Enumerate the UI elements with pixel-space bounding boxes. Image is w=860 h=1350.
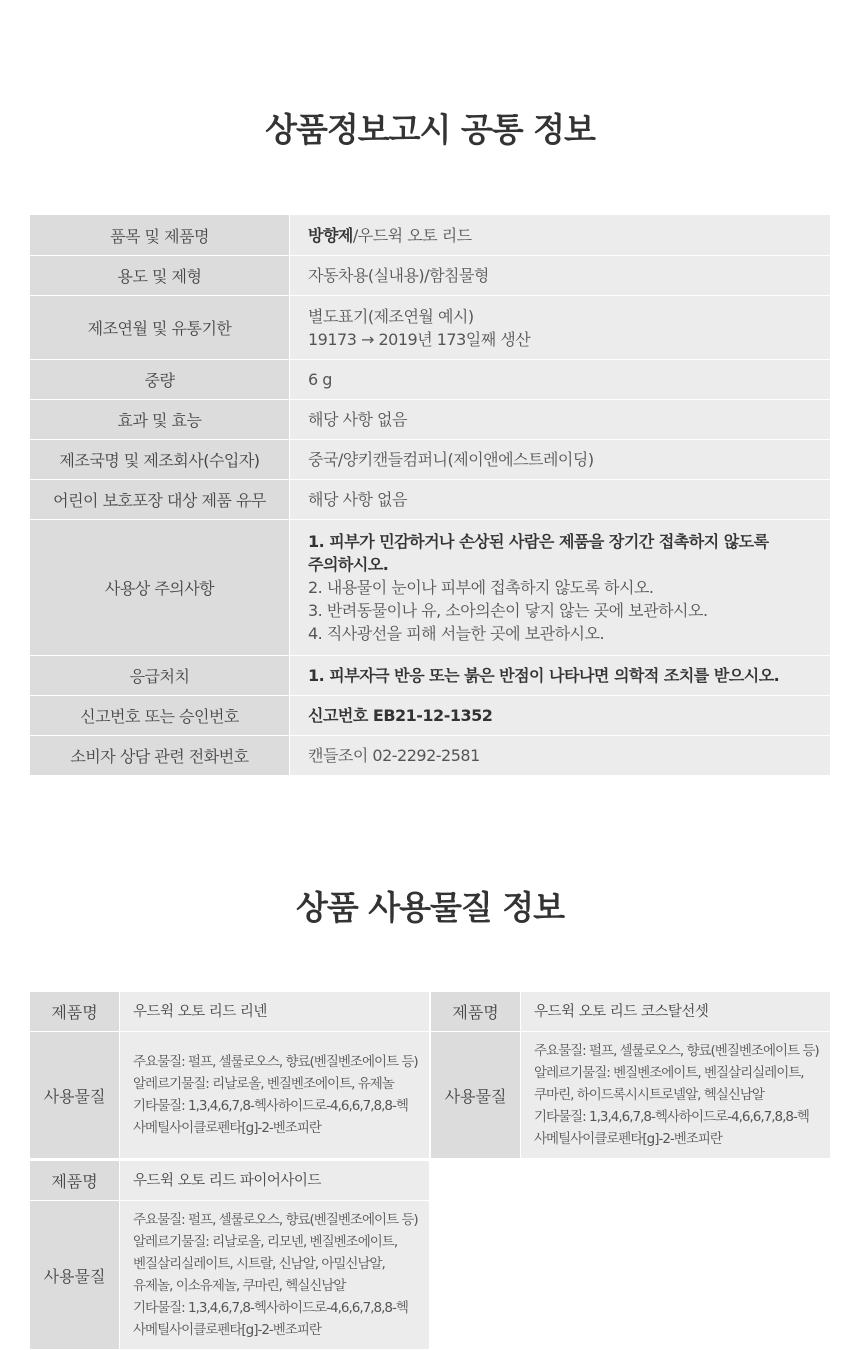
materials-label: 사용물질: [30, 1201, 119, 1349]
info-value-line: [308, 488, 812, 511]
product-name-value: [120, 992, 429, 1031]
info-row: [30, 520, 830, 655]
info-row: [30, 440, 830, 479]
info-value-text: /우드윅 오토 리드: [352, 225, 472, 245]
material-line: 벤질살리실레이트, 시트랄, 신남알, 아밀신남알,: [133, 1256, 385, 1272]
material-line: 기타물질: 1,3,4,6,7,8-헥사하이드로-4,6,6,7,8,8-헥: [534, 1109, 809, 1125]
materials-row: [30, 1032, 429, 1158]
material-line: 주요물질: 펄프, 셀룰로오스, 향료(벤질벤조에이트 등): [133, 1212, 418, 1228]
material-table-coastal-sunset: [431, 992, 830, 1159]
info-value-text: 4. 직사광선을 피해 서늘한 곳에 보관하시오.: [308, 624, 605, 643]
info-value-line: [308, 530, 812, 553]
info-value-line: [308, 744, 812, 767]
info-row: [30, 360, 830, 399]
info-value-text: 2. 내용물이 눈이나 피부에 접촉하지 않도록 하시오.: [308, 578, 654, 597]
info-row: [30, 215, 830, 255]
material-line: 알레르기물질: 벤질벤조에이트, 벤질살리실레이트,: [534, 1065, 804, 1081]
section-title-common-info: 상품정보고시 공통 정보: [265, 110, 595, 149]
info-value-text: 6 g: [308, 370, 332, 389]
info-value-line: [308, 622, 812, 645]
info-value-line: [308, 264, 812, 287]
info-value-line: [308, 224, 812, 247]
material-line: 알레르기물질: 리날로올, 리모넨, 벤질벤조에이트,: [133, 1234, 398, 1250]
info-row-value: [290, 256, 830, 295]
product-info-table: [30, 215, 830, 776]
material-line: 사메틸사이클로펜타[g]-2-벤조피란: [133, 1120, 321, 1136]
info-row: [30, 656, 830, 695]
info-row-label: 소비자 상담 관련 전화번호: [30, 736, 289, 775]
info-row-value: [290, 656, 830, 695]
info-row-value: [290, 440, 830, 479]
info-value-text: 해당 사항 없음: [308, 410, 407, 429]
material-line: 주요물질: 펄프, 셀룰로오스, 향료(벤질벤조에이트 등): [133, 1054, 418, 1070]
info-value-text: 19173 → 2019년 173일째 생산: [308, 329, 531, 349]
info-row-value: [290, 696, 830, 735]
info-value-text: 해당 사항 없음: [308, 490, 407, 509]
info-value-line: [308, 368, 812, 391]
info-value-line: [308, 328, 812, 351]
materials-value: [120, 1032, 429, 1158]
info-value-text: 캔들조이 02-2292-2581: [308, 746, 480, 765]
material-name-row: [431, 992, 830, 1031]
section-title-materials: 상품 사용물질 정보: [295, 888, 564, 927]
materials-label: 사용물질: [30, 1032, 119, 1158]
info-row: [30, 400, 830, 439]
info-row-label: 제조연월 및 유통기한: [30, 296, 289, 359]
info-value-text: 3. 반려동물이나 유, 소아의손이 닿지 않는 곳에 보관하시오.: [308, 601, 708, 620]
info-value-bold: 신고번호 EB21-12-1352: [308, 706, 493, 725]
product-name-label: 제품명: [30, 992, 119, 1031]
materials-value: [120, 1201, 429, 1349]
info-row: [30, 480, 830, 519]
material-line: 유제놀, 이소유제놀, 쿠마린, 헥실신남알: [133, 1278, 346, 1294]
info-row-label: 사용상 주의사항: [30, 520, 289, 655]
info-row: [30, 256, 830, 295]
material-table-fireside: [30, 1161, 429, 1350]
info-value-line: [308, 704, 812, 727]
info-row: [30, 296, 830, 359]
info-row-value: [290, 296, 830, 359]
info-value-line: [308, 664, 812, 687]
material-line: 사메틸사이클로펜타[g]-2-벤조피란: [534, 1131, 722, 1147]
info-value-text: 자동차용(실내용)/함침물형: [308, 266, 489, 285]
info-row-label: 용도 및 제형: [30, 256, 289, 295]
info-row-label: 어린이 보호포장 대상 제품 유무: [30, 480, 289, 519]
info-value-text: 별도표기(제조연월 예시): [308, 306, 474, 326]
materials-value: [521, 1032, 830, 1158]
info-value-line: [308, 599, 812, 622]
info-row-value: [290, 360, 830, 399]
info-row-label: 제조국명 및 제조회사(수입자): [30, 440, 289, 479]
material-line: 사메틸사이클로펜타[g]-2-벤조피란: [133, 1322, 321, 1338]
material-line: 주요물질: 펄프, 셀룰로오스, 향료(벤질벤조에이트 등): [534, 1043, 819, 1059]
info-value-bold: 1. 피부가 민감하거나 손상된 사람은 제품을 장기간 접촉하지 않도록: [308, 532, 769, 551]
product-name-text: 우드윅 오토 리드 코스탈선셋: [534, 1003, 709, 1020]
materials-label: 사용물질: [431, 1032, 520, 1158]
product-name-value: [120, 1161, 429, 1200]
info-row-label: 응급처치: [30, 656, 289, 695]
info-value-line: [308, 576, 812, 599]
info-value-line: [308, 448, 812, 471]
material-table-linen: [30, 992, 429, 1159]
product-name-text: 우드윅 오토 리드 파이어사이드: [133, 1172, 321, 1189]
info-row-label: 효과 및 효능: [30, 400, 289, 439]
info-value-bold: 1. 피부자극 반응 또는 붉은 반점이 나타나면 의학적 조치를 받으시오.: [308, 666, 780, 685]
info-row-label: 중량: [30, 360, 289, 399]
info-row-label: 신고번호 또는 승인번호: [30, 696, 289, 735]
info-value-line: [308, 408, 812, 431]
info-row-value: [290, 480, 830, 519]
info-value-bold: 주의하시오.: [308, 555, 389, 574]
product-name-label: 제품명: [431, 992, 520, 1031]
info-row: [30, 736, 830, 775]
product-name-value: [521, 992, 830, 1031]
material-name-row: [30, 1161, 429, 1200]
material-line: 기타물질: 1,3,4,6,7,8-헥사하이드로-4,6,6,7,8,8-헥: [133, 1098, 408, 1114]
materials-row: [30, 1201, 429, 1349]
info-row-value: [290, 520, 830, 655]
material-line: 기타물질: 1,3,4,6,7,8-헥사하이드로-4,6,6,7,8,8-헥: [133, 1300, 408, 1316]
material-line: 쿠마린, 하이드록시시트로넬알, 헥실신남알: [534, 1087, 764, 1103]
material-name-row: [30, 992, 429, 1031]
product-name-text: 우드윅 오토 리드 리넨: [133, 1003, 267, 1020]
info-row-value: [290, 400, 830, 439]
info-row-label: 품목 및 제품명: [30, 215, 289, 255]
product-name-label: 제품명: [30, 1161, 119, 1200]
info-row-value: [290, 215, 830, 255]
info-value-bold: 방향제: [308, 225, 353, 245]
info-row: [30, 696, 830, 735]
info-value-line: [308, 553, 812, 576]
info-value-text: 중국/양키캔들컴퍼니(제이앤에스트레이딩): [308, 450, 594, 469]
material-line: 알레르기물질: 리날로올, 벤질벤조에이트, 유제놀: [133, 1076, 394, 1092]
info-value-line: [308, 305, 812, 328]
info-row-value: [290, 736, 830, 775]
materials-row: [431, 1032, 830, 1158]
